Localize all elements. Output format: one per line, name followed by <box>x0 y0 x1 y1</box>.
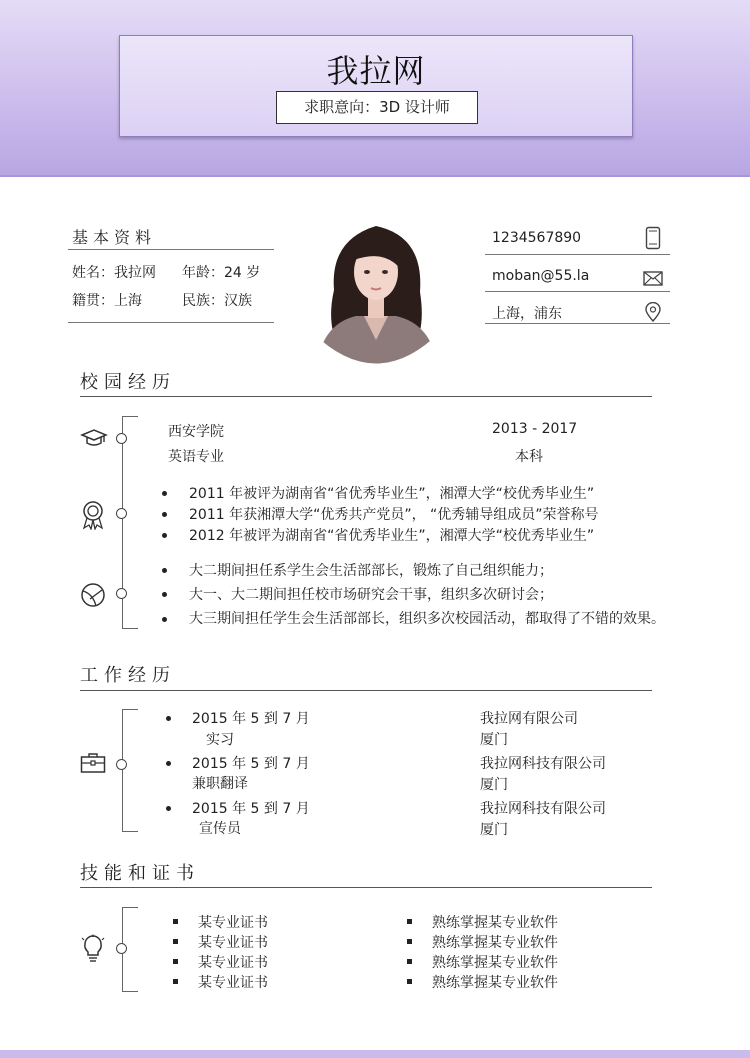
mail-icon <box>643 271 663 286</box>
basic-info-title: 基本资料 <box>72 228 157 247</box>
certificate-item: 某专业证书 <box>198 915 268 931</box>
skills-section-title: 技能和证书 <box>80 863 200 884</box>
work-company: 我拉网科技有限公司 <box>480 756 606 772</box>
bullet-dot <box>162 617 167 622</box>
school-degree: 本科 <box>515 449 543 465</box>
bullet-square <box>407 919 412 924</box>
lightbulb-icon <box>80 934 106 964</box>
skill-item: 熟练掌握某专业软件 <box>432 915 558 931</box>
bullet-square <box>173 939 178 944</box>
work-company: 我拉网科技有限公司 <box>480 801 606 817</box>
work-role: 宣传员 <box>199 821 241 837</box>
work-date: 2015 年 5 到 7 月 <box>192 711 310 727</box>
phone-icon <box>645 226 661 250</box>
job-intent: 求职意向：3D 设计师 <box>276 91 478 124</box>
work-timeline <box>122 709 138 832</box>
contact-divider-2 <box>485 291 670 292</box>
skill-item: 熟练掌握某专业软件 <box>432 955 558 971</box>
honor-item: 2011 年获湘潭大学“优秀共产党员”， “优秀辅导组成员”荣誉称号 <box>189 507 599 523</box>
briefcase-icon <box>80 752 106 774</box>
timeline-node <box>116 759 127 770</box>
work-date: 2015 年 5 到 7 月 <box>192 756 310 772</box>
bullet-dot <box>162 568 167 573</box>
bullet-square <box>173 919 178 924</box>
skill-item: 熟练掌握某专业软件 <box>432 935 558 951</box>
bullet-dot <box>162 512 167 517</box>
contact-email: moban@55.la <box>492 268 590 284</box>
honor-item: 2011 年被评为湖南省“省优秀毕业生”，湘潭大学“校优秀毕业生” <box>189 486 595 502</box>
bullet-dot <box>162 592 167 597</box>
campus-section-title: 校园经历 <box>80 372 176 393</box>
bullet-square <box>407 979 412 984</box>
school-major: 英语专业 <box>168 449 224 465</box>
bullet-dot <box>166 806 171 811</box>
bullet-square <box>407 939 412 944</box>
timeline-node <box>116 943 127 954</box>
contact-address: 上海，浦东 <box>492 306 562 322</box>
basic-name: 姓名：我拉网 <box>72 265 156 281</box>
certificate-item: 某专业证书 <box>198 935 268 951</box>
bullet-dot <box>166 761 171 766</box>
bullet-square <box>173 959 178 964</box>
contact-phone: 1234567890 <box>492 230 582 246</box>
footer-band <box>0 1050 750 1058</box>
certificate-item: 某专业证书 <box>198 955 268 971</box>
work-city: 厦门 <box>480 822 508 838</box>
work-city: 厦门 <box>480 732 508 748</box>
location-pin-icon <box>645 302 661 322</box>
skill-item: 熟练掌握某专业软件 <box>432 975 558 991</box>
bullet-square <box>173 979 178 984</box>
school-years: 2013 - 2017 <box>492 421 578 437</box>
activity-item: 大一、大二期间担任校市场研究会干事，组织多次研讨会； <box>189 587 553 603</box>
basic-age: 年龄：24 岁 <box>182 265 261 281</box>
work-section-rule <box>80 690 652 691</box>
basic-info-divider <box>68 249 274 250</box>
work-section-title: 工作经历 <box>80 665 176 686</box>
work-date: 2015 年 5 到 7 月 <box>192 801 310 817</box>
basic-origin: 籍贯：上海 <box>72 293 142 309</box>
basic-ethnicity: 民族：汉族 <box>182 293 252 309</box>
work-role: 实习 <box>206 732 234 748</box>
basic-info-bottom-divider <box>68 322 274 323</box>
bullet-dot <box>166 716 171 721</box>
work-company: 我拉网有限公司 <box>480 711 578 727</box>
bullet-square <box>407 959 412 964</box>
award-medal-icon <box>81 500 105 530</box>
bullet-dot <box>162 533 167 538</box>
activity-item: 大三期间担任学生会生活部部长，组织多次校园活动，都取得了不错的效果。 <box>189 611 665 627</box>
campus-section-rule <box>80 396 652 397</box>
activity-ball-icon <box>80 582 106 608</box>
timeline-node <box>116 588 127 599</box>
contact-divider-1 <box>485 254 670 255</box>
resume-name: 我拉网 <box>326 52 426 90</box>
skills-section-rule <box>80 887 652 888</box>
timeline-node <box>116 508 127 519</box>
work-city: 厦门 <box>480 777 508 793</box>
school-name: 西安学院 <box>168 424 224 440</box>
work-role: 兼职翻译 <box>192 776 248 792</box>
bullet-dot <box>162 491 167 496</box>
honor-item: 2012 年被评为湖南省“省优秀毕业生”，湘潭大学“校优秀毕业生” <box>189 528 595 544</box>
certificate-item: 某专业证书 <box>198 975 268 991</box>
graduation-cap-icon <box>80 428 108 448</box>
profile-photo <box>312 220 440 368</box>
timeline-node <box>116 433 127 444</box>
activity-item: 大二期间担任系学生会生活部部长，锻炼了自己组织能力； <box>189 563 553 579</box>
contact-divider-3 <box>485 323 670 324</box>
